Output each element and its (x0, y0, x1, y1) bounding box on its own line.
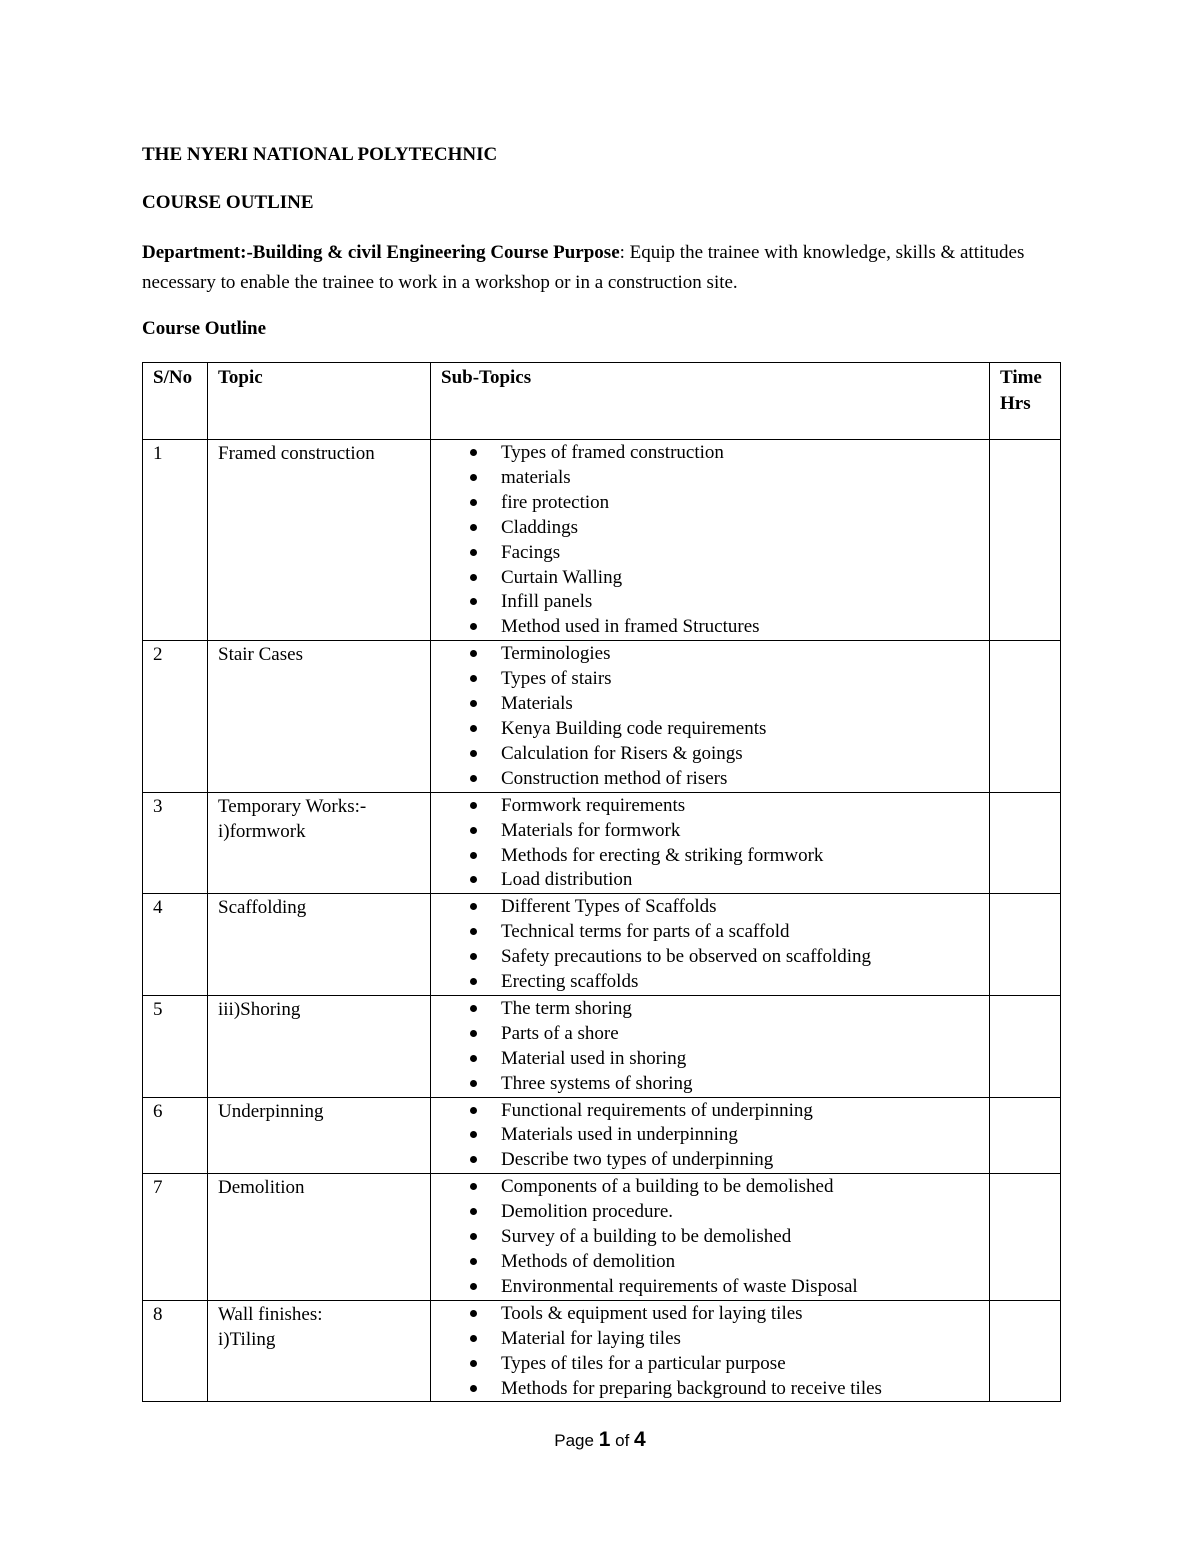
subtopic-item: Facings (431, 541, 989, 566)
row-sno-cell: 6 (143, 1097, 208, 1174)
subtopic-item: Kenya Building code requirements (431, 717, 989, 742)
row-subtopics-cell (431, 1097, 990, 1174)
row-time-cell (990, 1174, 1061, 1301)
row-time-cell (990, 641, 1061, 792)
subtopic-item: Components of a building to be demolished (431, 1175, 989, 1200)
table-body (143, 440, 1061, 1402)
row-topic-cell (208, 641, 431, 792)
subtopic-item: Methods for erecting & striking formwork (431, 844, 989, 869)
topic-line: Demolition (218, 1177, 305, 1199)
subtopic-list (431, 895, 989, 995)
subtopic-item: Infill panels (431, 590, 989, 615)
row-time-cell (990, 440, 1061, 641)
subtopic-item: Claddings (431, 516, 989, 541)
subtopic-item: Material for laying tiles (431, 1327, 989, 1352)
table-row (143, 641, 1061, 792)
institution-name: THE NYERI NATIONAL POLYTECHNIC (142, 144, 498, 165)
topic-line: i)formwork (218, 820, 306, 842)
subtopic-item: Material used in shoring (431, 1047, 989, 1072)
subtopic-item: Three systems of shoring (431, 1072, 989, 1097)
topic-line: i)Tiling (218, 1328, 276, 1350)
subtopic-item: Methods for preparing background to receive tiles (431, 1377, 989, 1402)
row-topic-cell (208, 1174, 431, 1301)
subtopic-list (431, 441, 989, 640)
row-subtopics-cell (431, 894, 990, 996)
subtopic-item: Methods of demolition (431, 1250, 989, 1275)
subtopic-item: Method used in framed Structures (431, 615, 989, 640)
topic-line: Temporary Works:- (218, 795, 367, 817)
row-subtopics-cell (431, 995, 990, 1097)
header-subtopics: Sub-Topics (431, 363, 990, 440)
table-row (143, 995, 1061, 1097)
total-pages-number: 4 (634, 1428, 646, 1451)
topic-line: iii)Shoring (218, 998, 301, 1020)
subtopic-item: Calculation for Risers & goings (431, 742, 989, 767)
subtopic-item: materials (431, 466, 989, 491)
row-sno-cell: 2 (143, 641, 208, 792)
row-topic-cell (208, 440, 431, 641)
subtopic-list (431, 997, 989, 1097)
page-footer (0, 1428, 1200, 1452)
row-subtopics-cell (431, 440, 990, 641)
row-sno-cell: 4 (143, 894, 208, 996)
row-topic-cell (208, 995, 431, 1097)
subtopic-item: Describe two types of underpinning (431, 1148, 989, 1173)
subtopic-item: Environmental requirements of waste Disposal (431, 1275, 989, 1300)
table-header-row (143, 363, 1061, 440)
subtopic-list (431, 1175, 989, 1300)
department-purpose-paragraph (142, 238, 1060, 298)
table-row (143, 894, 1061, 996)
row-time-cell (990, 792, 1061, 894)
subtopic-item: Curtain Walling (431, 566, 989, 591)
row-time-cell (990, 995, 1061, 1097)
subtopic-item: Formwork requirements (431, 794, 989, 819)
row-topic-cell (208, 792, 431, 894)
subtopic-item: Materials used in underpinning (431, 1123, 989, 1148)
subtopic-list (431, 1302, 989, 1402)
page-word: Page (554, 1431, 594, 1450)
subtopic-item: Materials for formwork (431, 819, 989, 844)
current-page-number: 1 (598, 1428, 611, 1451)
course-purpose-text: : Equip the trainee with knowledge, skills & attitudes necessary to enable the trainee to work in a workshop or in a construction site. (142, 242, 1025, 293)
row-time-cell (990, 894, 1061, 996)
subtopic-item: Types of framed construction (431, 441, 989, 466)
subtopic-item: Types of stairs (431, 667, 989, 692)
subtopic-item: Terminologies (431, 642, 989, 667)
subtopic-item: Load distribution (431, 868, 989, 893)
row-sno-cell: 3 (143, 792, 208, 894)
table-row (143, 1097, 1061, 1174)
header-sno: S/No (143, 363, 208, 440)
row-subtopics-cell (431, 641, 990, 792)
subtopic-item: Parts of a shore (431, 1022, 989, 1047)
topic-line: Framed construction (218, 443, 375, 464)
topic-line: Scaffolding (218, 897, 307, 919)
subtopic-list (431, 794, 989, 894)
row-sno-cell: 1 (143, 440, 208, 641)
row-sno-cell: 5 (143, 995, 208, 1097)
subtopic-item: fire protection (431, 491, 989, 516)
subtopic-item: Survey of a building to be demolished (431, 1225, 989, 1250)
of-word: of (615, 1431, 630, 1450)
table-row (143, 792, 1061, 894)
row-topic-cell (208, 1300, 431, 1402)
subtopic-item: Construction method of risers (431, 767, 989, 792)
table-row (143, 1174, 1061, 1301)
row-subtopics-cell (431, 1300, 990, 1402)
row-time-cell (990, 1097, 1061, 1174)
topic-line: Underpinning (218, 1100, 324, 1122)
row-topic-cell (208, 1097, 431, 1174)
department-label: Department:-Building & civil Engineering Course Purpose (142, 242, 620, 263)
topic-line: Wall finishes: (218, 1303, 323, 1325)
row-sno-cell: 7 (143, 1174, 208, 1301)
header-time-hrs: Time Hrs (990, 363, 1061, 440)
subtopic-list (431, 1099, 989, 1174)
topic-line: Stair Cases (218, 644, 303, 666)
course-outline-heading: Course Outline (142, 318, 267, 339)
subtopic-item: Different Types of Scaffolds (431, 895, 989, 920)
header-topic: Topic (208, 363, 431, 440)
subtopic-item: Tools & equipment used for laying tiles (431, 1302, 989, 1327)
subtopic-item: Safety precautions to be observed on scaffolding (431, 945, 989, 970)
subtopic-item: Types of tiles for a particular purpose (431, 1352, 989, 1377)
table-row (143, 440, 1061, 641)
subtopic-item: Technical terms for parts of a scaffold (431, 920, 989, 945)
subtopic-item: The term shoring (431, 997, 989, 1022)
table-row (143, 1300, 1061, 1402)
subtopic-item: Functional requirements of underpinning (431, 1099, 989, 1124)
row-subtopics-cell (431, 792, 990, 894)
document-title: COURSE OUTLINE (142, 192, 314, 213)
subtopic-item: Materials (431, 692, 989, 717)
subtopic-item: Erecting scaffolds (431, 970, 989, 995)
subtopic-list (431, 642, 989, 791)
row-subtopics-cell (431, 1174, 990, 1301)
row-topic-cell (208, 894, 431, 996)
row-sno-cell: 8 (143, 1300, 208, 1402)
row-time-cell (990, 1300, 1061, 1402)
subtopic-item: Demolition procedure. (431, 1200, 989, 1225)
course-outline-table (142, 362, 1061, 1402)
